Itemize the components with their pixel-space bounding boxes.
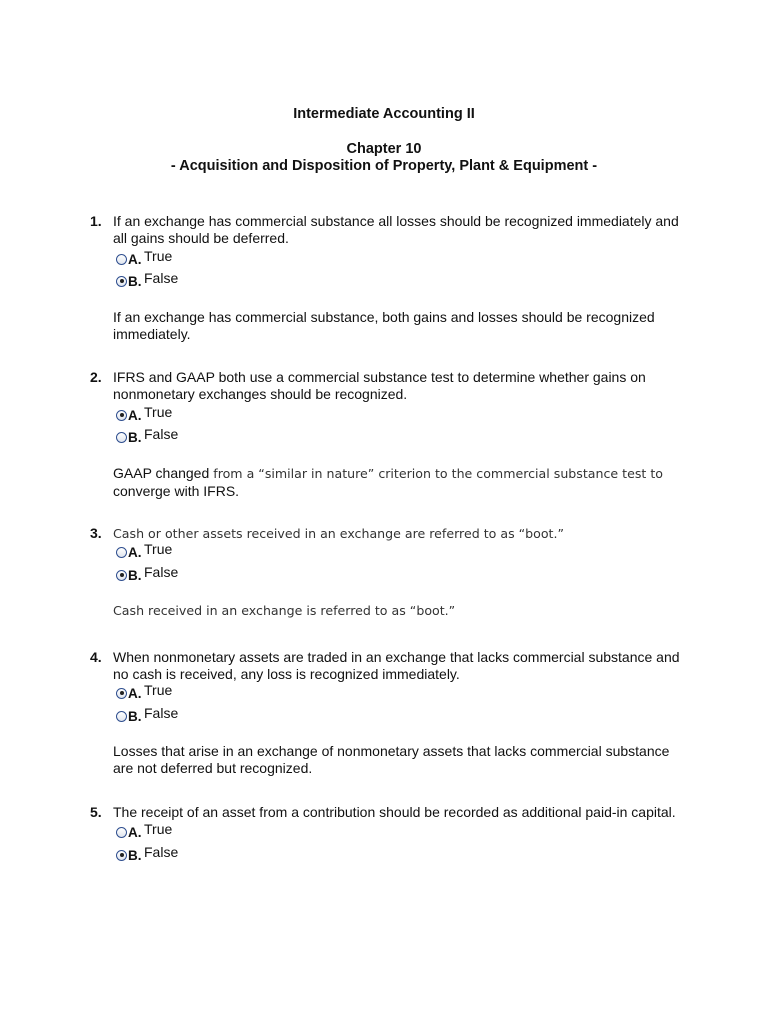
chapter-title: Chapter 10 (346, 141, 422, 157)
radio-button[interactable] (116, 827, 127, 838)
question-text: When nonmonetary assets are traded in an exchange that lacks commercial substance and no cash is received, any loss is recognized immediately. (113, 649, 680, 682)
option-label: False (144, 426, 179, 442)
question-number: 5. (90, 804, 102, 820)
question-text: Cash or other assets received in an exchange are referred to as “boot.” (113, 526, 565, 541)
option-label: True (144, 682, 173, 698)
option-label: True (144, 541, 173, 557)
option-label: True (144, 404, 173, 420)
option-label: True (144, 248, 173, 264)
option-b[interactable] (116, 272, 178, 290)
option-a[interactable] (116, 250, 172, 268)
option-letter: B. (128, 708, 142, 724)
option-letter: A. (128, 251, 142, 267)
option-label: False (144, 705, 179, 721)
option-letter: B. (128, 429, 142, 445)
option-letter: A. (128, 544, 142, 560)
radio-button[interactable] (116, 711, 127, 722)
option-a[interactable] (116, 823, 172, 841)
question-number: 1. (90, 213, 102, 229)
answer-explanation (113, 465, 688, 499)
radio-button-selected[interactable] (116, 410, 127, 421)
explanation-prefix: GAAP changed (113, 465, 210, 481)
option-letter: B. (128, 273, 142, 289)
answer-explanation: Cash received in an exchange is referred to as “boot.” (113, 603, 456, 618)
option-letter: B. (128, 847, 142, 863)
option-letter: B. (128, 567, 142, 583)
radio-button[interactable] (116, 547, 127, 558)
option-a[interactable] (116, 684, 172, 702)
option-a[interactable] (116, 543, 172, 561)
option-b[interactable] (116, 428, 178, 446)
question-number: 4. (90, 649, 102, 665)
option-label: False (144, 270, 179, 286)
option-letter: A. (128, 824, 142, 840)
option-letter: A. (128, 685, 142, 701)
question-text: IFRS and GAAP both use a commercial substance test to determine whether gains on nonmonetary exchanges should be recognized. (113, 369, 646, 402)
answer-explanation: Losses that arise in an exchange of nonmonetary assets that lacks commercial substance are not deferred but recognized. (113, 743, 670, 776)
radio-button-selected[interactable] (116, 276, 127, 287)
radio-button-selected[interactable] (116, 850, 127, 861)
option-a[interactable] (116, 406, 172, 424)
question-number: 2. (90, 369, 102, 385)
radio-button[interactable] (116, 254, 127, 265)
option-b[interactable] (116, 707, 178, 725)
radio-button-selected[interactable] (116, 688, 127, 699)
option-b[interactable] (116, 566, 178, 584)
option-label: False (144, 844, 179, 860)
option-letter: A. (128, 407, 142, 423)
course-title: Intermediate Accounting II (293, 106, 475, 122)
option-label: False (144, 564, 179, 580)
question-number: 3. (90, 525, 102, 541)
option-b[interactable] (116, 846, 178, 864)
radio-button[interactable] (116, 432, 127, 443)
explanation-middle: from a “similar in nature” criterion to the commercial substance test to (209, 466, 663, 481)
radio-button-selected[interactable] (116, 570, 127, 581)
question-text: If an exchange has commercial substance all losses should be recognized immediately and all gains should be deferred. (113, 213, 679, 246)
option-label: True (144, 821, 173, 837)
explanation-end: converge with IFRS. (113, 482, 240, 499)
chapter-subtitle: - Acquisition and Disposition of Property, Plant & Equipment - (170, 158, 598, 174)
answer-explanation: If an exchange has commercial substance, both gains and losses should be recognized immediately. (113, 309, 655, 342)
question-text: The receipt of an asset from a contribution should be recorded as additional paid-in capital. (113, 804, 676, 820)
